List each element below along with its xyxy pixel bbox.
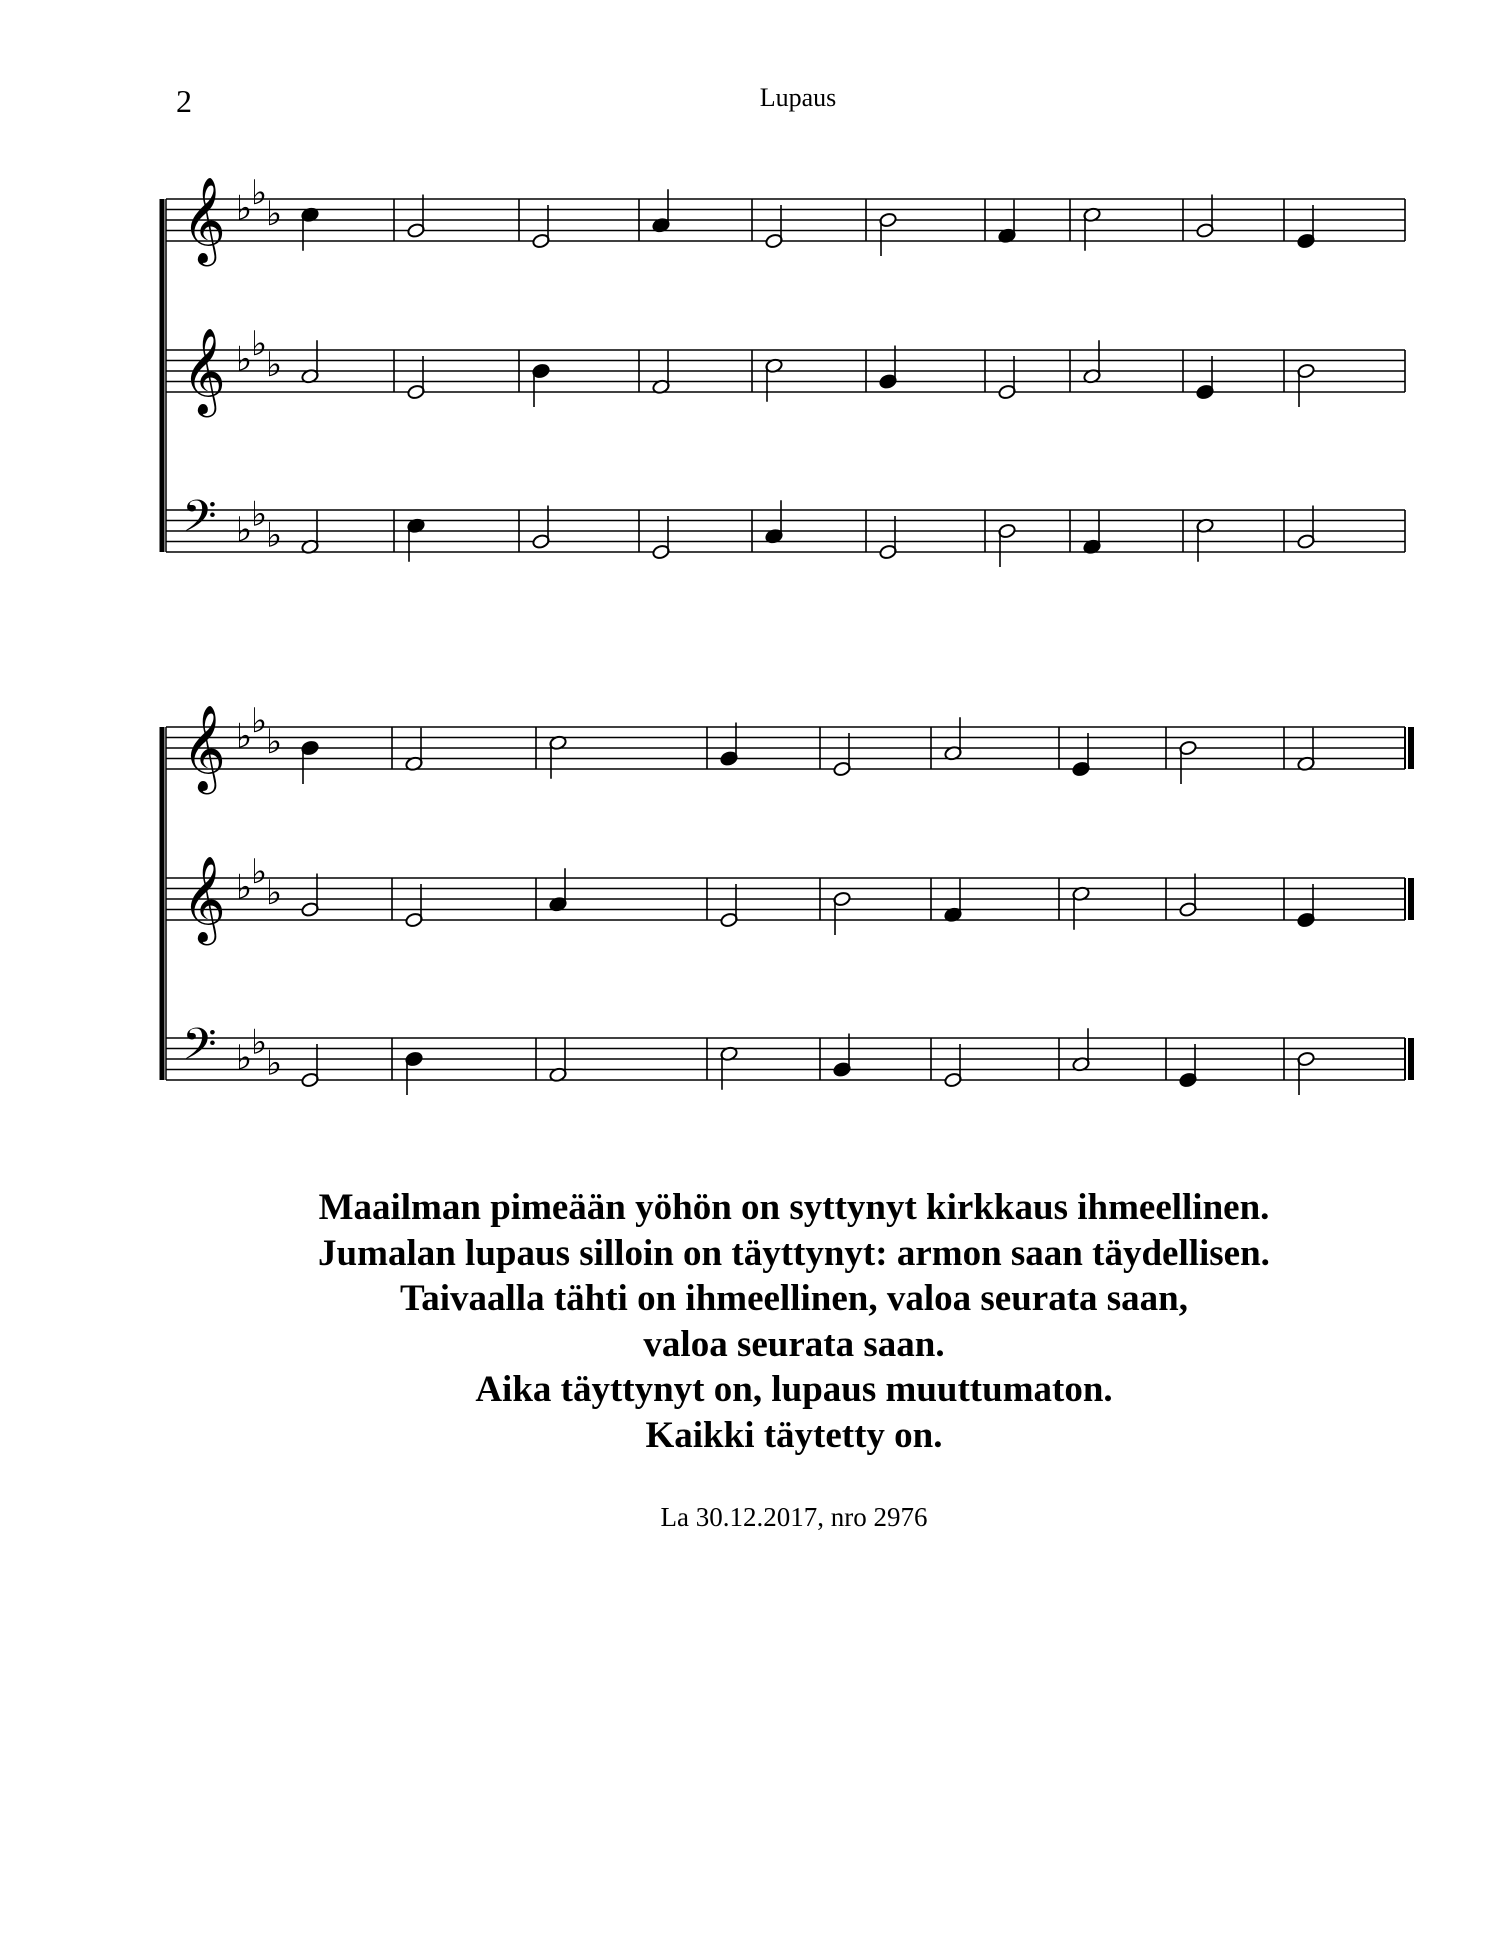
flat-sign: ♭ [236,718,253,756]
flat-sign: ♭ [266,874,283,912]
flat-sign: ♭ [236,1040,253,1077]
flat-sign: ♭ [266,346,283,384]
treble-clef: 𝄞 [182,180,226,262]
verse-line: Taivaalla tähti on ihmeellinen, valoa seurata saan, [399,1278,1189,1319]
flat-sign: ♭ [236,190,253,228]
treble-clef: 𝄞 [182,859,226,941]
verse-line: valoa seurata saan. [643,1323,945,1365]
flat-sign: ♭ [251,1024,268,1062]
treble-clef: 𝄞 [182,708,226,790]
page-number: 2 [176,83,192,119]
treble-clef: 𝄞 [182,331,226,413]
verse-line: Jumalan lupaus silloin on täyttynyt: armon saan täydellisen. [318,1232,1270,1274]
flat-sign: ♭ [251,853,268,891]
flat-sign: ♭ [266,195,283,233]
bass-clef: 𝄢 [182,1020,217,1080]
flat-sign: ♭ [266,723,283,761]
verse-line: Kaikki täytetty on. [645,1414,943,1456]
flat-sign: ♭ [251,174,268,212]
verse-line: Aika täyttynyt on, lupaus muuttumaton. [475,1369,1113,1410]
verse-line: Maailman pimeään yöhön on syttynyt kirkkaus ihmeellinen. [318,1187,1270,1228]
bass-clef: 𝄢 [182,492,217,552]
flat-sign: ♭ [251,325,268,363]
verse-text [0,1185,1500,1458]
flat-sign: ♭ [266,517,283,555]
piece-title: Lupaus [759,83,837,112]
flat-sign: ♭ [266,1045,283,1083]
flat-sign: ♭ [251,702,268,740]
flat-sign: ♭ [236,869,253,907]
flat-sign: ♭ [236,341,253,379]
flat-sign: ♭ [251,496,268,534]
date-line: La 30.12.2017, nro 2976 [660,1502,928,1532]
flat-sign: ♭ [236,512,253,549]
